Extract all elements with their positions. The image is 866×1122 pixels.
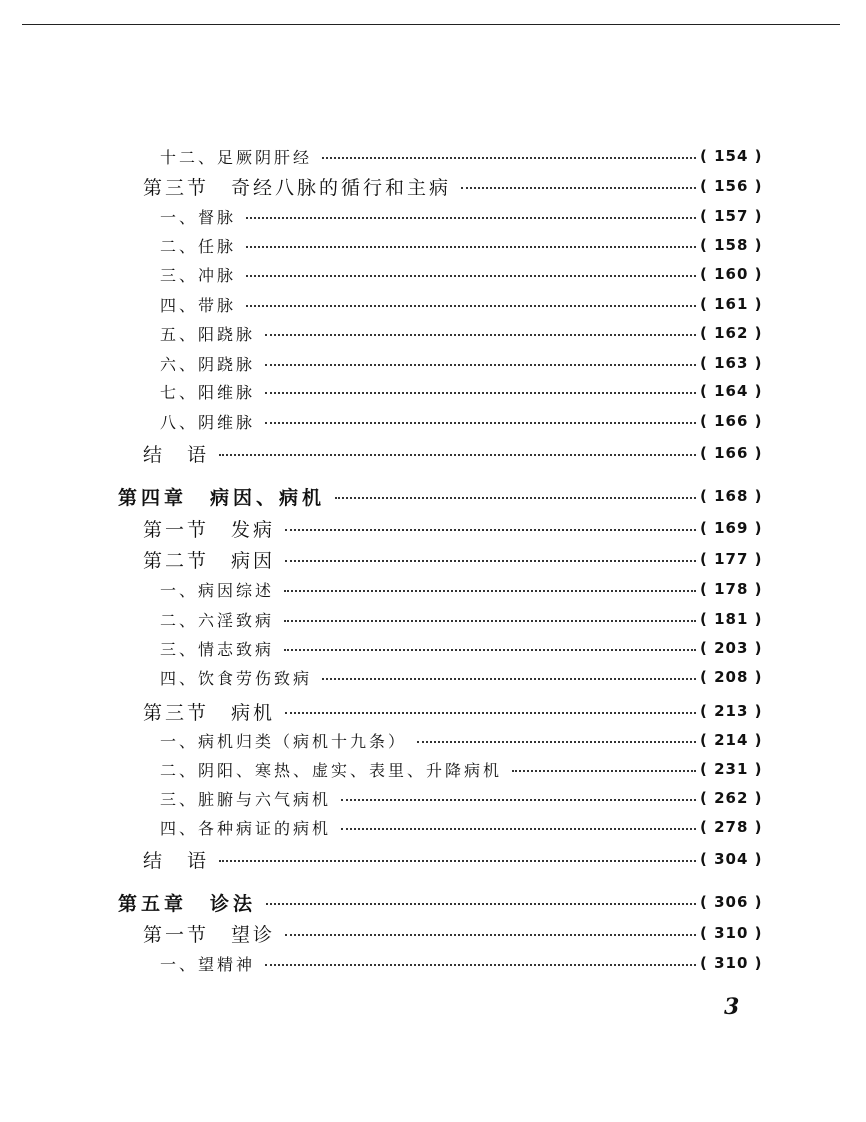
toc-leader-dots (285, 560, 696, 562)
toc-entry-page: ( 262 ) (700, 789, 763, 807)
toc-leader-dots (265, 392, 696, 394)
toc-entry-item (160, 727, 770, 753)
toc-entry-section (143, 173, 770, 199)
toc-entry-title: 一、望精神 (160, 954, 256, 974)
toc-entry-title: 一、督脉 (160, 207, 237, 227)
toc-entry-section (143, 546, 770, 572)
toc-leader-dots (246, 246, 696, 248)
toc-leader-dots (284, 620, 696, 622)
toc-entry-section (143, 846, 770, 872)
toc-leader-dots (265, 964, 696, 966)
toc-entry-page: ( 162 ) (700, 324, 763, 342)
toc-entry-title: 二、阴阳、寒热、虚实、表里、升降病机 (160, 760, 503, 780)
toc-entry-title: 第三节 病机 (143, 701, 276, 724)
toc-leader-dots (284, 590, 696, 592)
toc-entry-page: ( 208 ) (700, 668, 763, 686)
toc-entry-title: 四、饮食劳伤致病 (160, 668, 313, 688)
toc-entry-chapter (118, 483, 770, 509)
toc-leader-dots (461, 187, 696, 189)
toc-entry-page: ( 278 ) (700, 818, 763, 836)
toc-leader-dots (417, 741, 696, 743)
toc-entry-page: ( 163 ) (700, 354, 763, 372)
toc-entry-item (160, 261, 770, 287)
toc-leader-dots (322, 157, 696, 159)
toc-entry-title: 十二、足厥阴肝经 (160, 147, 313, 167)
toc-leader-dots (285, 529, 696, 531)
toc-entry-section (143, 920, 770, 946)
toc-entry-item (160, 378, 770, 404)
toc-leader-dots (335, 497, 696, 499)
toc-entry-item (160, 408, 770, 434)
toc-entry-page: ( 310 ) (700, 954, 763, 972)
toc-entry-page: ( 178 ) (700, 580, 763, 598)
toc-entry-page: ( 156 ) (700, 177, 763, 195)
toc-entry-page: ( 203 ) (700, 639, 763, 657)
toc-entry-item (160, 320, 770, 346)
toc-entry-item (160, 950, 770, 976)
toc-entry-title: 四、带脉 (160, 295, 237, 315)
toc-leader-dots (285, 934, 696, 936)
toc-leader-dots (266, 903, 696, 905)
toc-entry-page: ( 164 ) (700, 382, 763, 400)
toc-leader-dots (341, 828, 696, 830)
toc-entry-page: ( 304 ) (700, 850, 763, 868)
toc-leader-dots (284, 649, 696, 651)
toc-leader-dots (341, 799, 696, 801)
toc-leader-dots (246, 217, 696, 219)
toc-entry-page: ( 310 ) (700, 924, 763, 942)
toc-entry-page: ( 166 ) (700, 412, 763, 430)
toc-entry-title: 六、阴跷脉 (160, 354, 256, 374)
toc-leader-dots (265, 364, 696, 366)
toc-entry-title: 第四章 病因、病机 (118, 486, 326, 509)
toc-entry-page: ( 169 ) (700, 519, 763, 537)
toc-entry-item (160, 756, 770, 782)
toc-entry-page: ( 166 ) (700, 444, 763, 462)
toc-leader-dots (265, 334, 696, 336)
toc-entry-item (160, 203, 770, 229)
toc-entry-item (160, 350, 770, 376)
toc-entry-page: ( 158 ) (700, 236, 763, 254)
toc-leader-dots (512, 770, 696, 772)
toc-entry-section (143, 440, 770, 466)
toc-entry-title: 八、阴维脉 (160, 412, 256, 432)
toc-entry-title: 第三节 奇经八脉的循行和主病 (143, 176, 452, 199)
page-number: 3 (724, 994, 740, 1020)
toc-leader-dots (246, 305, 696, 307)
toc-entry-item (160, 785, 770, 811)
toc-entry-item (160, 291, 770, 317)
top-rule (22, 24, 840, 25)
toc-entry-title: 四、各种病证的病机 (160, 818, 332, 838)
toc-entry-page: ( 154 ) (700, 147, 763, 165)
toc-entry-page: ( 177 ) (700, 550, 763, 568)
toc-entry-chapter (118, 889, 770, 915)
toc-entry-title: 三、情志致病 (160, 639, 275, 659)
toc-entry-page: ( 161 ) (700, 295, 763, 313)
toc-entry-item (160, 576, 770, 602)
toc-entry-section (143, 515, 770, 541)
toc-entry-item (160, 606, 770, 632)
toc-entry-title: 五、阳跷脉 (160, 324, 256, 344)
toc-entry-page: ( 231 ) (700, 760, 763, 778)
toc-entry-page: ( 213 ) (700, 702, 763, 720)
toc-entry-page: ( 160 ) (700, 265, 763, 283)
toc-entry-title: 结 语 (143, 849, 210, 872)
toc-leader-dots (219, 454, 696, 456)
toc-leader-dots (219, 860, 696, 862)
toc-entry-section (143, 698, 770, 724)
toc-entry-title: 第五章 诊法 (118, 892, 257, 915)
toc-entry-title: 第二节 病因 (143, 549, 276, 572)
toc-leader-dots (285, 712, 696, 714)
toc-entry-title: 第一节 望诊 (143, 923, 276, 946)
toc-entry-item (160, 814, 770, 840)
toc-entry-title: 一、病机归类（病机十九条） (160, 731, 408, 751)
toc-entry-title: 三、冲脉 (160, 265, 237, 285)
toc-entry-title: 七、阳维脉 (160, 382, 256, 402)
toc-entry-item (160, 143, 770, 169)
toc-entry-page: ( 181 ) (700, 610, 763, 628)
toc-entry-title: 一、病因综述 (160, 580, 275, 600)
toc-entry-item (160, 635, 770, 661)
toc-entry-title: 结 语 (143, 443, 210, 466)
toc-entry-item (160, 232, 770, 258)
toc-leader-dots (246, 275, 696, 277)
toc-leader-dots (265, 422, 696, 424)
toc-entry-title: 二、任脉 (160, 236, 237, 256)
toc-entry-page: ( 168 ) (700, 487, 763, 505)
toc-entry-title: 三、脏腑与六气病机 (160, 789, 332, 809)
toc-entry-page: ( 306 ) (700, 893, 763, 911)
toc-entry-page: ( 214 ) (700, 731, 763, 749)
toc-entry-title: 第一节 发病 (143, 518, 276, 541)
toc-entry-title: 二、六淫致病 (160, 610, 275, 630)
toc-entry-item (160, 664, 770, 690)
toc-entry-page: ( 157 ) (700, 207, 763, 225)
toc-leader-dots (322, 678, 696, 680)
